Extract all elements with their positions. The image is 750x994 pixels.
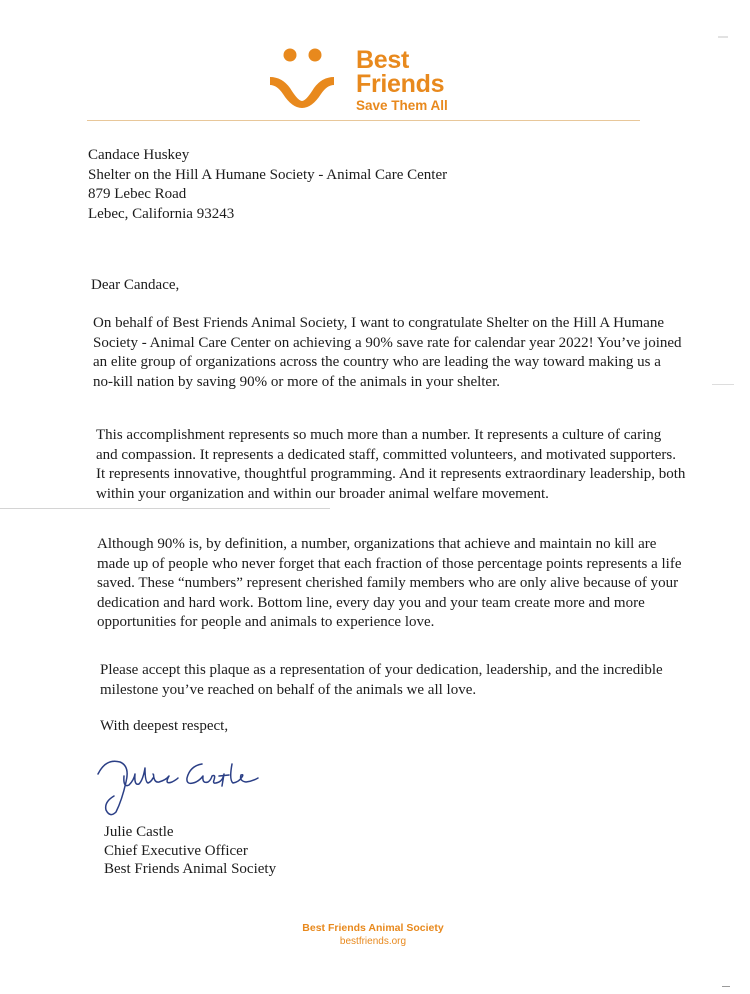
signer-organization: Best Friends Animal Society	[104, 861, 277, 877]
header-divider	[87, 120, 640, 121]
footer-organization: Best Friends Animal Society	[302, 922, 444, 934]
logo-smile	[270, 77, 334, 108]
scan-artifact-line	[0, 508, 330, 509]
recipient-address	[88, 146, 447, 224]
signer-name: Julie Castle	[104, 824, 174, 840]
logo-word-best: Best	[356, 46, 409, 74]
recipient-organization: Shelter on the Hill A Humane Society - Animal Care Center	[88, 166, 448, 183]
logo-left-eye	[284, 49, 297, 62]
logo-wordmark	[356, 48, 448, 114]
logo-tagline: Save Them All	[356, 98, 448, 113]
footer-website: bestfriends.org	[339, 936, 407, 947]
closing: With deepest respect,	[100, 718, 229, 734]
recipient-city: Lebec, California 93243	[88, 205, 235, 222]
recipient-street: 879 Lebec Road	[88, 186, 187, 202]
paragraph-accomplishment: This accomplishment represents so much more than a number. It represents a culture of caring and compassion. It represents a dedicated staff, committed volunteers, and motivated supporters. It represents innovative, thoughtful programming. And it represents extraordinary leadership, both within your organization and within our broader animal welfare movement.	[96, 427, 686, 502]
scan-artifact-mark	[722, 986, 730, 987]
recipient-name: Candace Huskey	[88, 147, 190, 163]
logo-word-friends: Friends	[356, 70, 445, 98]
scan-artifact-mark	[712, 384, 734, 385]
paragraph-congratulations: On behalf of Best Friends Animal Society, I want to congratulate Shelter on the Hill A Humane Society - Animal Care Center on achieving a 90% save rate for calendar year 2022! You’ve joined an elite group of organizations across the country who are leading the way toward making us a no-kill nation by saving 90% or more of the animals in your shelter.	[93, 315, 682, 390]
logo-right-eye	[309, 49, 322, 62]
salutation: Dear Candace,	[91, 277, 180, 293]
paragraph-numbers: Although 90% is, by definition, a number, organizations that achieve and maintain no kill are made up of people who never forget that each fraction of those percentage points represents a life saved. These “numbers” represent cherished family members who are only alive because of your dedication and hard work. Bottom line, every day you and your team create more and more opportunities for people and animals to experience love.	[97, 536, 682, 630]
signer-title: Chief Executive Officer	[104, 842, 248, 859]
best-friends-logo	[268, 44, 468, 114]
footer	[0, 921, 746, 948]
smiling-face-logo-icon	[268, 44, 350, 112]
paragraph-plaque: Please accept this plaque as a representation of your dedication, leadership, and the incredible milestone you’ve reached on behalf of the animals we all love.	[100, 662, 663, 698]
signer-block	[104, 823, 276, 879]
scan-artifact-mark	[718, 36, 728, 38]
handwritten-signature	[90, 752, 270, 818]
